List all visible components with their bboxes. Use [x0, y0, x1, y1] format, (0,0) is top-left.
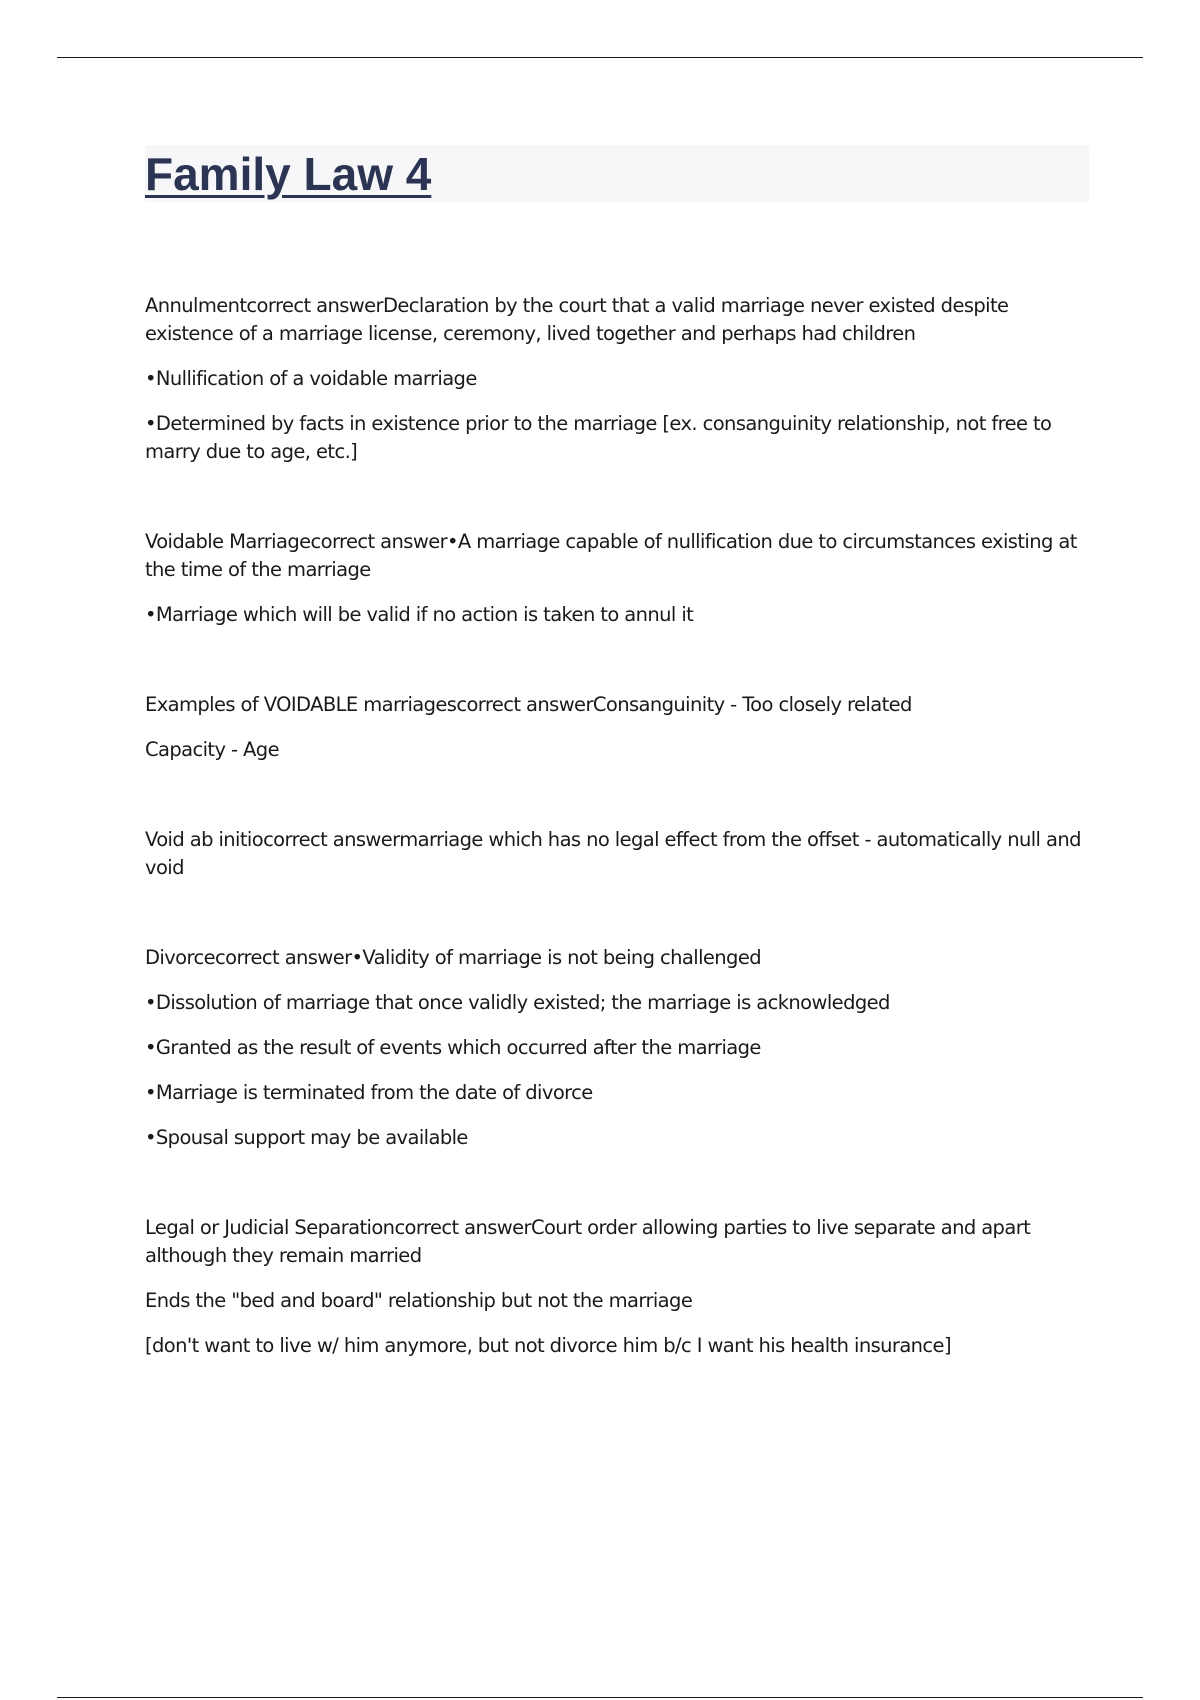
entry-void-ab-initio — [145, 826, 1089, 882]
header-rule — [57, 57, 1143, 58]
entry-bullet: •Determined by facts in existence prior to the marriage [ex. consanguinity relationship, not free to marry due to age, etc.] — [145, 412, 1052, 463]
entry-bullet: •Dissolution of marriage that once validly existed; the marriage is acknowledged — [145, 991, 890, 1014]
entry-bullet: •Marriage which will be valid if no action is taken to annul it — [145, 603, 694, 626]
entry-bullet: •Granted as the result of events which occurred after the marriage — [145, 1036, 761, 1059]
entry-bullet: •Nullification of a voidable marriage — [145, 367, 477, 390]
entry-line: Capacity - Age — [145, 738, 279, 761]
entry-definition: Annulmentcorrect answerDeclaration by the court that a valid marriage never existed despite existence of a marriage license, ceremony, lived together and perhaps had children — [145, 294, 1009, 345]
entry-annulment — [145, 292, 1089, 466]
entry-bullet: •Marriage is terminated from the date of divorce — [145, 1081, 593, 1104]
entry-definition: Divorcecorrect answer•Validity of marriage is not being challenged — [145, 946, 761, 969]
entry-definition: Voidable Marriagecorrect answer•A marriage capable of nullification due to circumstances existing at the time of the marriage — [145, 530, 1077, 581]
entry-divorce — [145, 944, 1089, 1152]
entry-line: [don't want to live w/ him anymore, but not divorce him b/c I want his health insurance] — [145, 1334, 951, 1357]
entry-definition: Void ab initiocorrect answermarriage which has no legal effect from the offset - automatically null and void — [145, 828, 1081, 879]
entry-voidable-marriage — [145, 528, 1089, 629]
entry-voidable-examples — [145, 691, 1089, 764]
document-body — [145, 292, 1089, 1422]
entry-definition: Legal or Judicial Separationcorrect answerCourt order allowing parties to live separate and apart although they remain married — [145, 1216, 1031, 1267]
entry-bullet: •Spousal support may be available — [145, 1126, 468, 1149]
entry-definition: Examples of VOIDABLE marriagescorrect answerConsanguinity - Too closely related — [145, 693, 912, 716]
entry-line: Ends the "bed and board" relationship but not the marriage — [145, 1289, 693, 1312]
footer-rule — [57, 1697, 1143, 1698]
document-title: Family Law 4 — [145, 148, 432, 200]
entry-legal-separation — [145, 1214, 1089, 1360]
